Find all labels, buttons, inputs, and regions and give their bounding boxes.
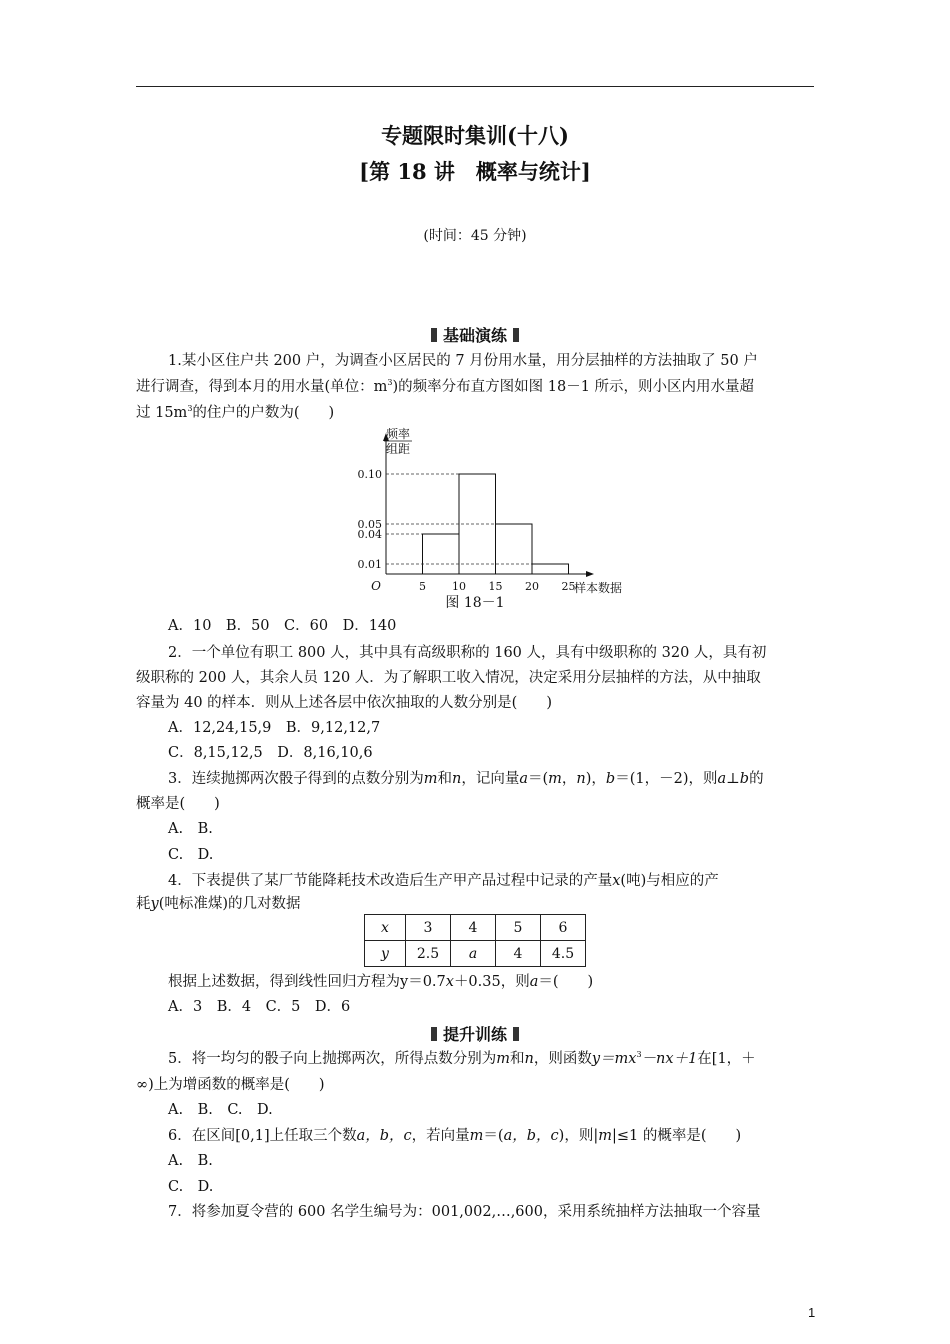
lecture-title: [第 18 讲 概率与统计]: [359, 159, 591, 184]
q2-line3: 容量为 40 的样本．则从上述各层中依次抽取的人数分别是( ): [136, 695, 552, 711]
q6-options-cd: C. D.: [168, 1179, 214, 1195]
histogram-bar: [423, 534, 460, 574]
y-tick-label: 0.04: [357, 528, 382, 541]
q1-line3: 过 $15m^3$的住户的户数为( ): [136, 404, 335, 421]
table-cell: 5: [496, 915, 541, 941]
table-cell: a: [451, 941, 496, 967]
q4-line2: 耗y(吨标准煤)的几对数据: [136, 896, 301, 912]
q1-options: A．10 B．50 C．60 D．140: [168, 618, 397, 634]
q5-line1: 5．将一均匀的骰子向上抛掷两次，所得点数分别为m和n，则函数$y=mx^3-nx+1$在[1，＋: [168, 1050, 756, 1067]
y-tick-label: 0.05: [357, 518, 382, 531]
q2-line2: 级职称的 200 人，其余人员 120 人．为了解职工收入情况，决定采用分层抽样的方法，从中抽取: [136, 670, 761, 686]
q4-options: A．3 B．4 C．5 D．6: [168, 999, 351, 1015]
q2-options-ab: A．12,24,15,9 B．9,12,12,7: [168, 720, 381, 736]
table-cell: 2.5: [406, 941, 451, 967]
table-cell: 4.5: [541, 941, 586, 967]
x-tick-label: 10: [452, 580, 466, 593]
q5-options: A. B. C. D.: [168, 1102, 273, 1118]
page-number: 1: [808, 1305, 816, 1320]
page-title: 专题限时集训(十八): [381, 123, 569, 148]
histogram-bar: [532, 564, 569, 574]
q3-line1: 3．连续抛掷两次骰子得到的点数分别为m和n，记向量a＝(m，n)，b＝(1，－2)，则a⊥b的: [168, 771, 764, 787]
q3-options-cd: C. D.: [168, 847, 214, 863]
y-axis-label-denominator: 组距: [385, 442, 411, 456]
y-axis-label-numerator: 频率: [385, 427, 411, 441]
x-axis-arrow: [586, 571, 594, 577]
section-advanced: [0, 1022, 950, 1045]
table-cell: 6: [541, 915, 586, 941]
x-axis-label: 样本数据: [573, 581, 623, 595]
q7-line1: 7．将参加夏令营的 600 名学生编号为：001,002,…,600，采用系统抽样方法抽取一个容量: [168, 1204, 761, 1220]
top-rule: [136, 86, 814, 87]
section-basic-label: 基础演练: [442, 326, 507, 345]
figure-caption: 图 18－1: [445, 595, 505, 611]
section-marker-right: [513, 328, 519, 342]
q1-line2: 进行调查，得到本月的用水量(单位：$m^3$)的频率分布直方图如图 18－1 所示，则小区内用水量超: [136, 378, 755, 395]
q1-line1: 1.某小区住户共 200 户，为调查小区居民的 7 月份用水量，用分层抽样的方法抽取了 50 户: [168, 353, 758, 369]
x-tick-label: 15: [488, 580, 503, 593]
q4-line1: 4．下表提供了某厂节能降耗技术改造后生产甲产品过程中记录的产量x(吨)与相应的产: [168, 873, 719, 889]
histogram-figure-18-1: [346, 424, 636, 595]
origin-label: O: [371, 579, 381, 593]
section-marker-right: [513, 1027, 519, 1041]
q3-options-ab: A. B.: [168, 821, 213, 837]
x-tick-label: 25: [561, 580, 576, 593]
q4-line3: 根据上述数据，得到线性回归方程为y＝0.7x＋0.35，则a＝( ): [168, 974, 594, 990]
x-tick-label: 5: [419, 580, 426, 593]
section-basic: [0, 323, 950, 346]
q5-line2: ∞)上为增函数的概率是( ): [136, 1077, 325, 1093]
q2-line1: 2．一个单位有职工 800 人，其中具有高级职称的 160 人，具有中级职称的 320 人，具有初: [168, 645, 767, 661]
table-cell: y: [365, 941, 406, 967]
q6-line1: 6．在区间[0,1]上任取三个数a，b，c，若向量m＝(a，b，c)，则|m|≤1 的概率是( ): [168, 1128, 742, 1144]
q2-options-cd: C．8,15,12,5 D．8,16,10,6: [168, 745, 373, 761]
y-tick-label: 0.10: [357, 468, 382, 481]
table-cell: x: [365, 915, 406, 941]
table-cell: 4: [451, 915, 496, 941]
section-marker-left: [431, 328, 437, 342]
q3-line2: 概率是( ): [136, 796, 220, 812]
table-row: [365, 915, 586, 941]
section-advanced-label: 提升训练: [442, 1025, 507, 1044]
table-row: [365, 941, 586, 967]
histogram-bar: [496, 524, 533, 574]
q6-options-ab: A. B.: [168, 1153, 213, 1169]
q4-data-table: [364, 914, 586, 967]
time-note: (时间：45 分钟): [423, 228, 527, 244]
table-cell: 3: [406, 915, 451, 941]
y-tick-label: 0.01: [357, 558, 382, 571]
table-cell: 4: [496, 941, 541, 967]
x-tick-label: 20: [525, 580, 539, 593]
section-marker-left: [431, 1027, 437, 1041]
